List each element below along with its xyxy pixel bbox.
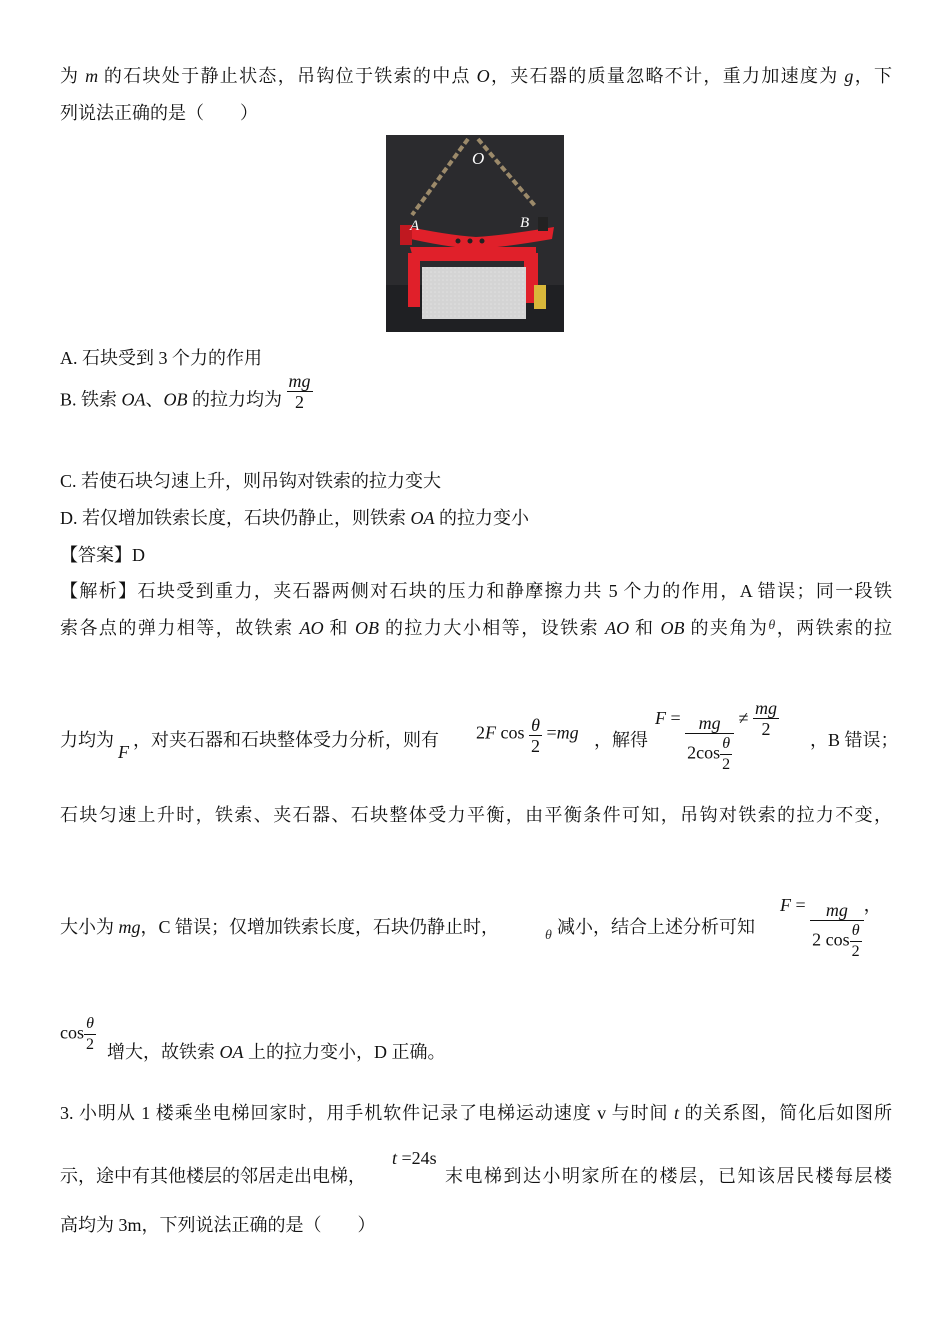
option-a: A. 石块受到 3 个力的作用	[60, 348, 262, 368]
explanation-line-3b: ，对夹石器和石块整体受力分析，则有	[133, 730, 439, 750]
stone-clamp-photo	[386, 135, 564, 332]
explanation-line-1: 【解析】石块受到重力，夹石器两侧对石块的压力和静摩擦力共 5 个力的作用，A 错误；同一段铁	[60, 581, 892, 601]
fraction-mg-2: $\frac{mg}{2}$	[288, 371, 311, 412]
option-c: C. 若使石块匀速上升，则吊钩对铁索的拉力变大	[60, 471, 442, 491]
label-b: B	[520, 215, 530, 231]
label-o: O	[472, 149, 485, 168]
option-d: D. 若仅增加铁索长度，石块仍静止，则铁索 OA 的拉力变小	[60, 508, 529, 528]
explanation-line-2: 索各点的弹力相等，故铁索 AO 和 OB 的拉力大小相等，设铁索 AO 和 OB 的夹角为$^\theta$，两铁索的拉	[60, 618, 893, 638]
time-24s: t =24s	[392, 1148, 437, 1168]
label-a: A	[410, 218, 420, 234]
explanation-line-6: 增大，故铁索 OA 上的拉力变小，D 正确。	[107, 1042, 446, 1062]
option-b: B. 铁索 OA、OB 的拉力均为 $\frac{mg}{2}$	[60, 371, 311, 412]
equation-solution: F = mg 2cos $\frac{\theta}{2}$ ≠ $\frac{mg}{2}$	[655, 697, 778, 773]
question-3-line-2b: 末电梯到达小明家所在的楼层，已知该居民楼每层楼	[445, 1166, 892, 1186]
explanation-line-4: 石块匀速上升时，铁索、夹石器、石块整体受力平衡，由平衡条件可知，吊钩对铁索的拉力不变，	[60, 805, 892, 825]
cos-half-theta: cos $\frac{\theta}{2}$	[60, 1015, 94, 1053]
explanation-line-3: 力均为	[60, 730, 114, 750]
equation-balance: 2F cos $\frac{\theta}{2}$ =mg	[476, 715, 579, 756]
question-3-line-3: 高均为 3m，下列说法正确的是（ ）	[60, 1215, 376, 1235]
theta-symbol: θ	[545, 928, 552, 943]
equation-f: F = mg 2 cos $\frac{\theta}{2}$ ，	[780, 895, 882, 960]
force-f: F	[118, 742, 129, 762]
answer-line: 【答案】D	[60, 545, 145, 565]
explanation-line-3c: ，解得	[594, 730, 648, 750]
explanation-line-3d: ，B 错误；	[810, 730, 899, 750]
question-3-line-1: 3. 小明从 1 楼乘坐电梯回家时，用手机软件记录了电梯运动速度 v 与时间 t 的关系图，简化后如图所	[60, 1103, 893, 1123]
explanation-line-5b: 减小，结合上述分析可知	[557, 917, 755, 937]
intro-line-1: 为 m 的石块处于静止状态，吊钩位于铁索的中点 O，夹石器的质量忽略不计，重力加速度为 g，下	[60, 66, 893, 86]
question-3-line-2: 示，途中有其他楼层的邻居走出电梯，	[60, 1166, 366, 1186]
intro-line-2: 列说法正确的是（ ）	[60, 103, 258, 123]
explanation-line-5: 大小为 mg，C 错误；仅增加铁索长度，石块仍静止时，	[60, 917, 500, 937]
